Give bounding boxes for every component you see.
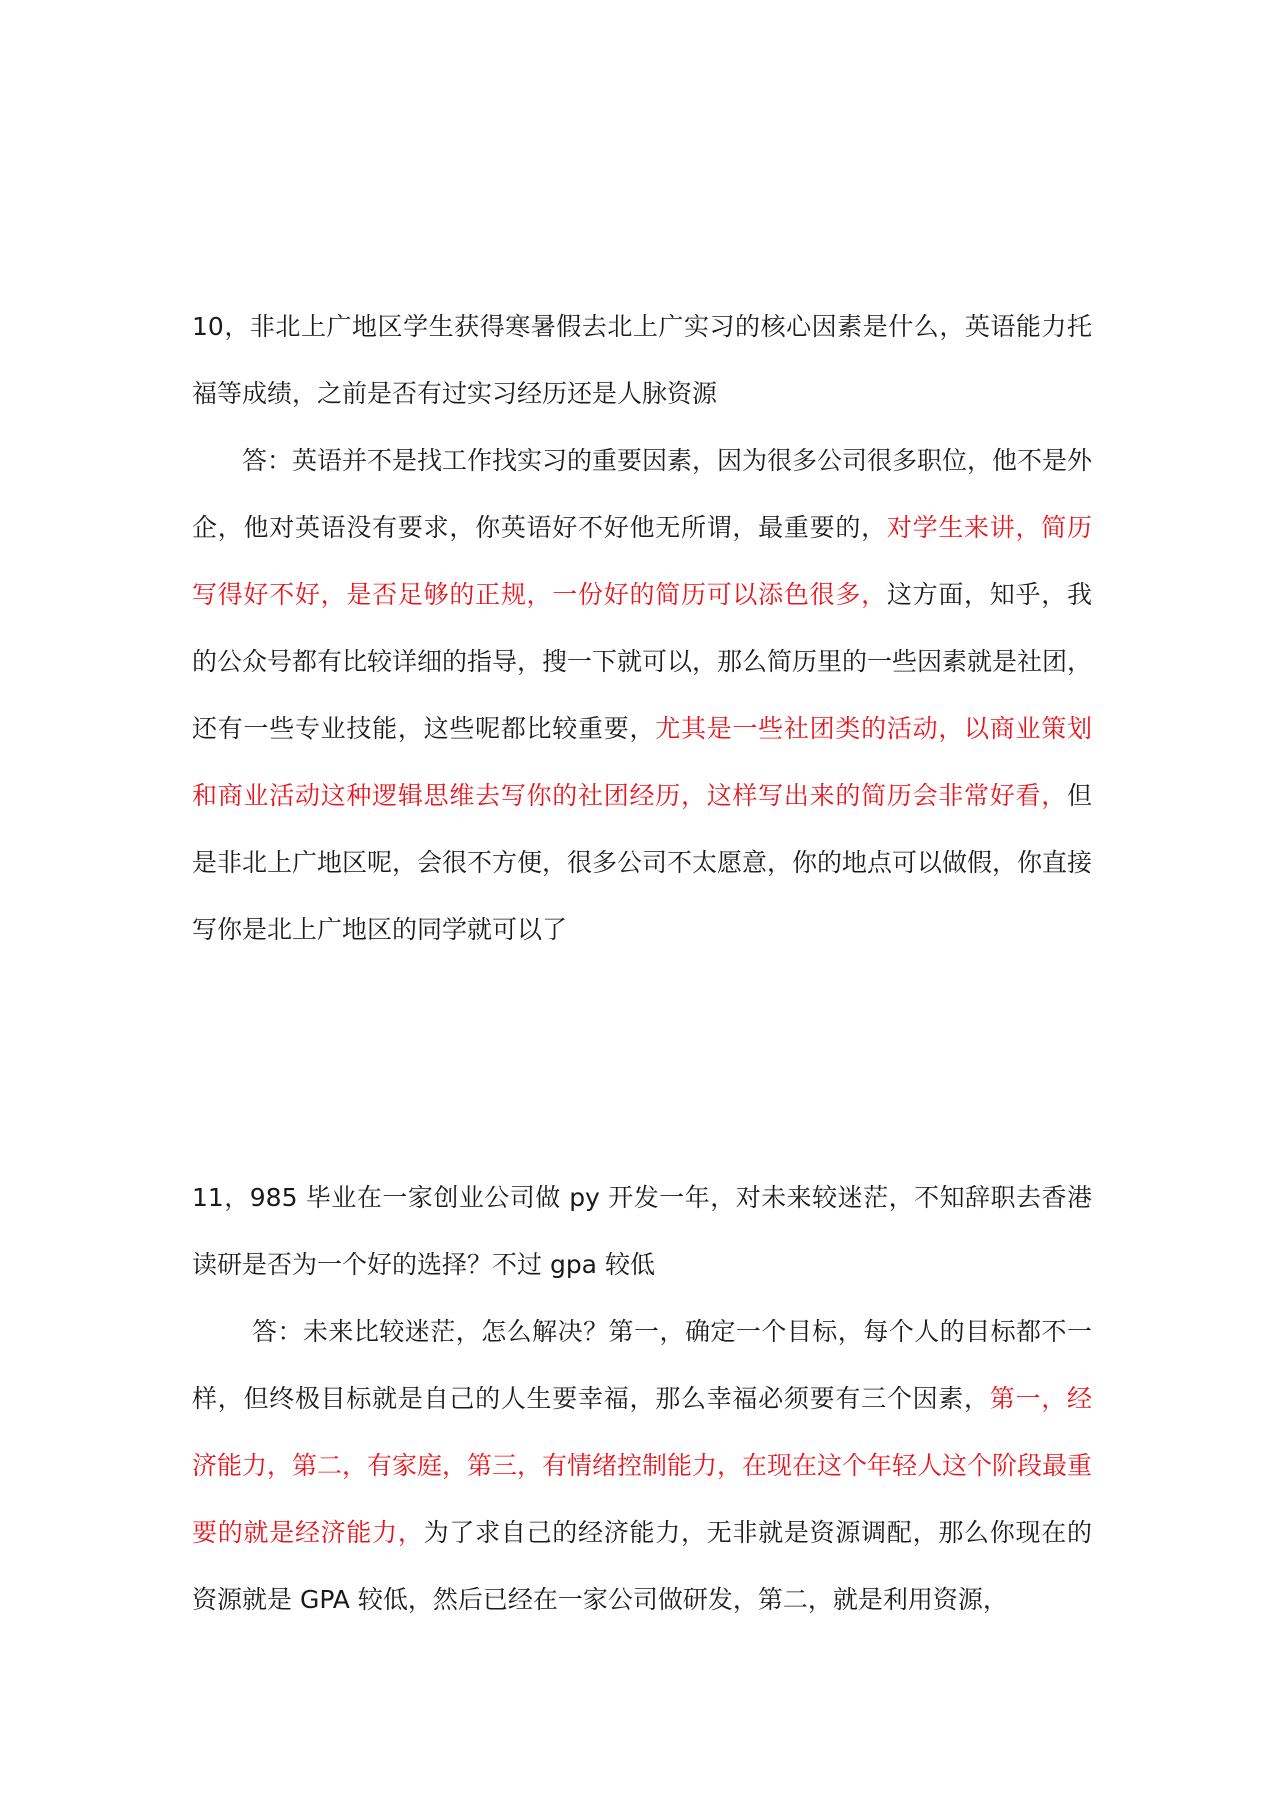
highlighted-text: 第一，经济能力，第二，有家庭，第三，有情绪控制能力，在现在这个年轻人这个阶段最重要的就是经济能力， [192, 1384, 1093, 1547]
answer-text: 答：未来比较迷茫，怎么解决？第一，确定一个目标，每个人的目标都不一样，但终极目标就是自己的人生要幸福，那么幸福必须要有三个因素， [192, 1317, 1092, 1413]
answer-text: 但是非北上广地区呢，会很不方便，很多公司不太愿意，你的地点可以做假，你直接写你是北上广地区的同学就可以了 [192, 781, 1093, 944]
qa-section-11 [192, 1164, 1092, 1633]
question-10: 10，非北上广地区学生获得寒暑假去北上广实习的核心因素是什么，英语能力托福等成绩，之前是否有过实习经历还是人脉资源 [192, 312, 1092, 408]
highlighted-text: 尤其是一些社团类的活动，以商业策划和商业活动这种逻辑思维去写你的社团经历，这样写出来的简历会非常好看， [192, 714, 1092, 810]
question-11: 11，985 毕业在一家创业公司做 py 开发一年，对未来较迷茫，不知辞职去香港读研是否为一个好的选择？不过 gpa 较低 [192, 1183, 1092, 1279]
answer-text: 为了求自己的经济能力，无非就是资源调配，那么你现在的资源就是 GPA 较低，然后已经在一家公司做研发，第二，就是利用资源， [192, 1518, 1092, 1614]
answer-11 [192, 1298, 1092, 1633]
qa-section-10 [192, 293, 1092, 963]
answer-text: 这方面，知乎，我的公众号都有比较详细的指导，搜一下就可以，那么简历里的一些因素就是社团，还有一些专业技能，这些呢都比较重要， [192, 580, 1093, 743]
answer-text: 答：英语并不是找工作找实习的重要因素，因为很多公司很多职位，他不是外企，他对英语没有要求，你英语好不好他无所谓，最重要的， [192, 446, 1093, 542]
answer-10 [192, 427, 1092, 963]
highlighted-text: 对学生来讲，简历写得好不好，是否足够的正规，一份好的简历可以添色很多， [192, 513, 1092, 609]
